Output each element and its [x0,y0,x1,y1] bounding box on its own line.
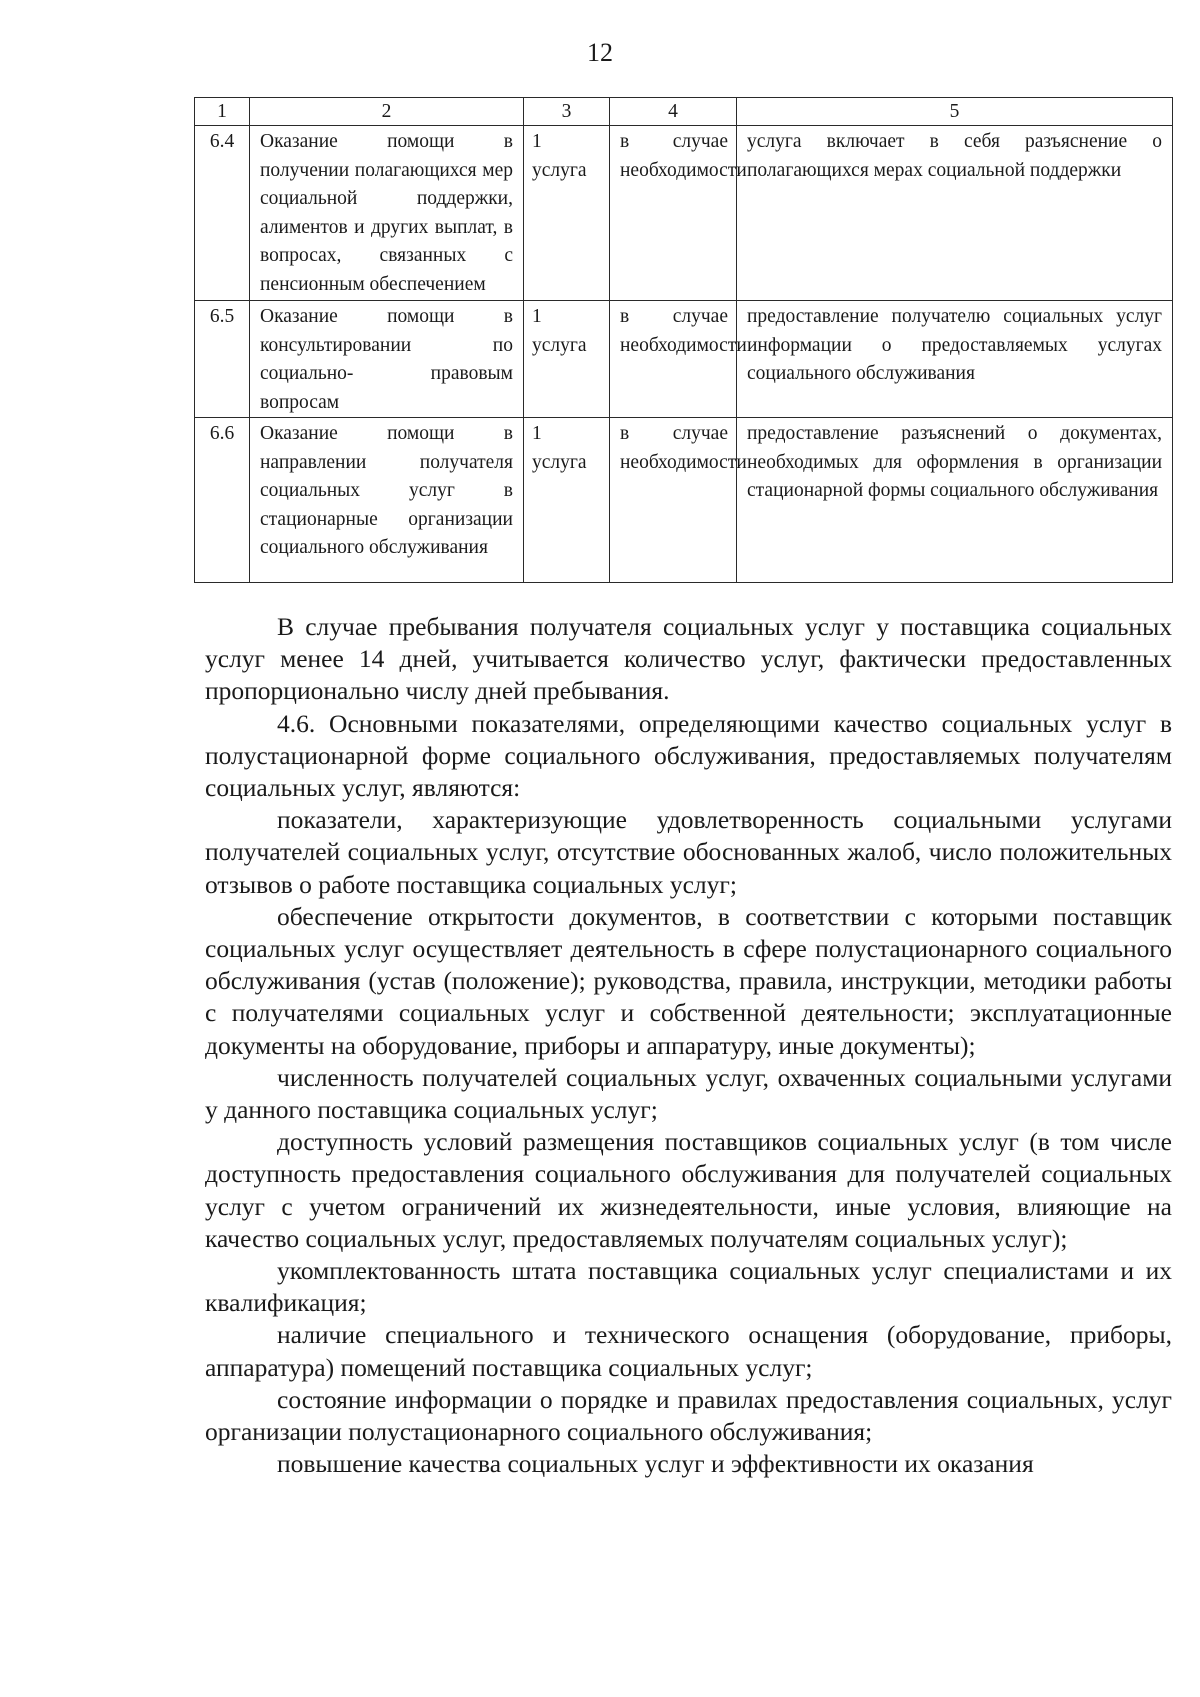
paragraph: доступность условий размещения поставщиков социальных услуг (в том числе доступность предоставления социального обслуживания для получателей социальных услуг с учетом ограничений их жизнедеятельности, иные условия, влияющие на качество социальных услуг, предоставляемых получателям социальных услуг); [205,1127,1172,1253]
service-quantity: 1 услуга [524,126,610,301]
column-header-quantity: 3 [524,98,610,126]
paragraph: 4.6. Основными показателями, определяющими качество социальных услуг в полустационарной форме социального обслуживания, предоставляемых получателям социальных услуг, являются: [205,708,1172,803]
table-row [195,418,1173,583]
service-description: услуга включает в себя разъяснение о полагающихся мерах социальной поддержки [737,126,1173,301]
service-frequency: в случае необходимости [610,126,737,301]
services-table [194,97,1173,583]
row-number: 6.4 [195,126,250,301]
service-description: предоставление получателю социальных услуг информации о предоставляемых услугах социального обслуживания [737,301,1173,418]
paragraph: численность получателей социальных услуг, охваченных социальными услугами у данного поставщика социальных услуг; [205,1062,1172,1125]
table-row [195,126,1173,301]
paragraph: укомплектованность штата поставщика социальных услуг специалистами и их квалификация; [205,1256,1172,1318]
page-number: 12 [587,38,613,67]
paragraph: состояние информации о порядке и правилах предоставления социальных, услуг организации полустационарного социального обслуживания; [205,1384,1172,1447]
table-row [195,301,1173,418]
column-header-frequency: 4 [610,98,737,126]
service-description: предоставление разъяснений о документах, необходимых для оформления в организации стационарной формы социального обслуживания [737,418,1173,583]
column-header-service: 2 [250,98,524,126]
service-quantity: 1 услуга [524,301,610,418]
service-name: Оказание помощи в консультировании по социально- правовым вопросам [250,301,524,418]
service-frequency: в случае необходимости [610,301,737,418]
paragraph: обеспечение открытости документов, в соответствии с которыми поставщик социальных услуг осуществляет деятельность в сфере полустационарного социального обслуживания (устав (положение); руководства, правила, инструкции, методики работы с получателями социальных услуг и собственной деятельности; эксплуатационные документы на оборудование, приборы и аппаратуру, иные документы); [205,901,1172,1060]
service-name: Оказание помощи в направлении получателя социальных услуг в стационарные организации социального обслуживания [250,418,524,583]
row-number: 6.5 [195,301,250,418]
paragraph: наличие специального и технического оснащения (оборудование, приборы, аппаратура) помещений поставщика социальных услуг; [205,1320,1172,1382]
paragraph: В случае пребывания получателя социальных услуг у поставщика социальных услуг менее 14 дней, учитывается количество услуг, фактически предоставленных пропорционально числу дней пребывания. [205,612,1172,706]
body-text [205,611,1172,1480]
service-quantity: 1 услуга [524,418,610,583]
column-header-number: 1 [195,98,250,126]
table-header-row [195,98,1173,126]
column-header-description: 5 [737,98,1173,126]
paragraph: повышение качества социальных услуг и эффективности их оказания [277,1449,1034,1479]
service-name: Оказание помощи в получении полагающихся мер социальной поддержки, алиментов и других выплат, в вопросах, связанных с пенсионным обеспечением [250,126,524,301]
paragraph: показатели, характеризующие удовлетворенность социальными услугами получателей социальных услуг, отсутствие обоснованных жалоб, число положительных отзывов о работе поставщика социальных услуг; [205,805,1172,899]
service-frequency: в случае необходимости [610,418,737,583]
row-number: 6.6 [195,418,250,583]
